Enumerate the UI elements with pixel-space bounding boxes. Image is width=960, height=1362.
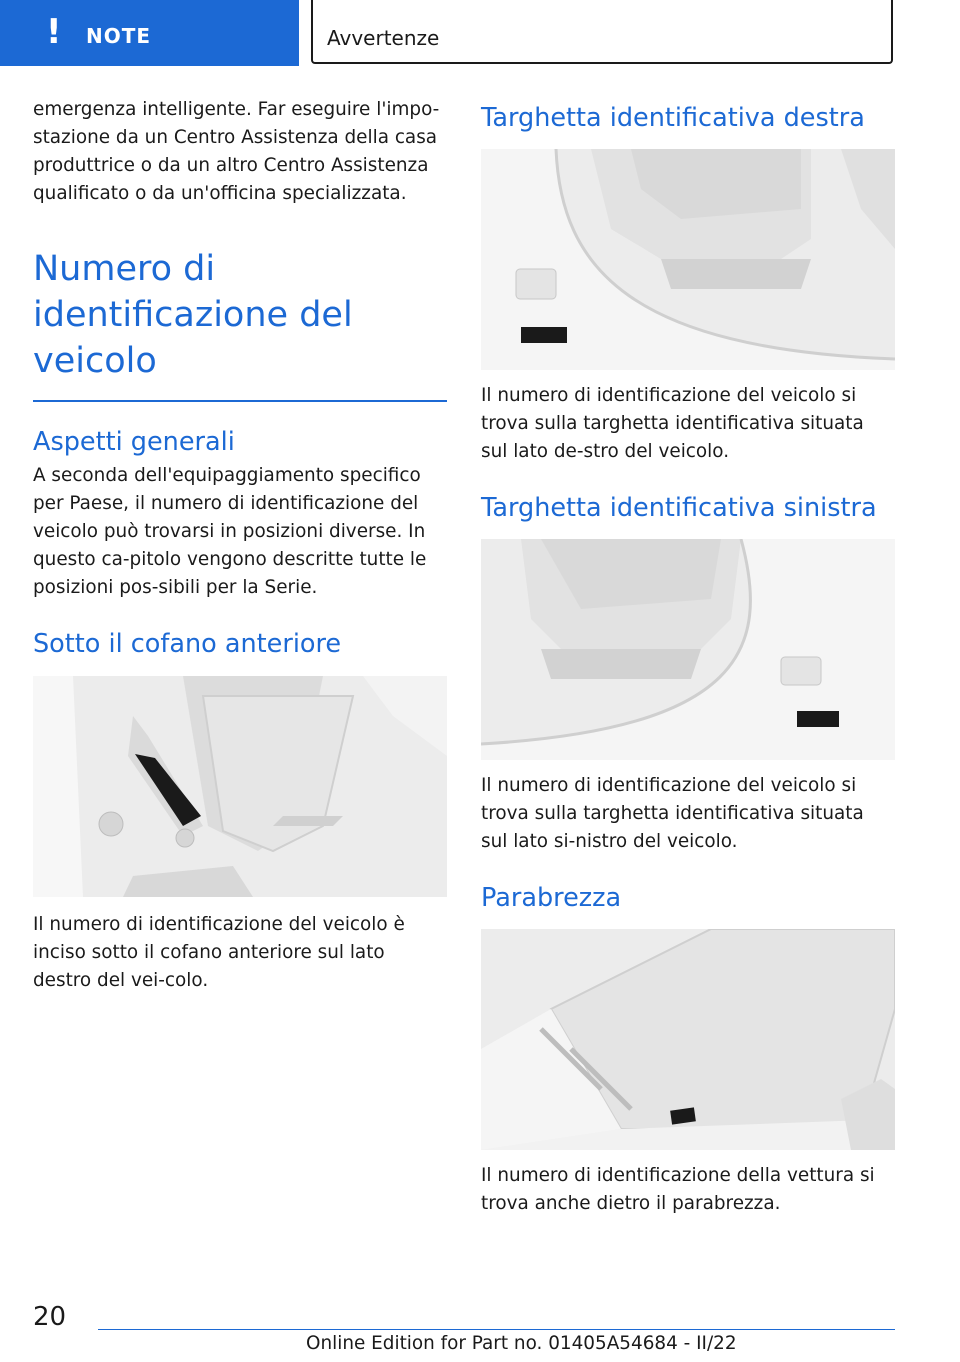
note-tab-label: NOTE (86, 24, 152, 48)
hood-paragraph: Il numero di identificazione del veicolo è inciso sotto il cofano anteriore sul lato destro del vei-colo. (33, 914, 405, 991)
heading-plate-right: Targhetta identificativa destra (481, 103, 865, 133)
windshield-figure (481, 929, 895, 1150)
warning-icon: ! (46, 12, 62, 52)
heading-hood: Sotto il cofano anteriore (33, 629, 342, 659)
heading-general: Aspetti generali (33, 427, 235, 457)
general-paragraph: A seconda dell'equipaggiamento specifico per Paese, il numero di identificazione del veicolo può trovarsi in posizioni diverse. In questo ca-pitolo vengono descritte tutte le posizioni pos-sibili per la Serie. (33, 465, 427, 598)
section-tab-label: Avvertenze (327, 26, 440, 50)
plate-left-figure (481, 539, 895, 760)
plate-right-paragraph: Il numero di identificazione del veicolo si trova sulla targhetta identificativa situata sul lato de-stro del veicolo. (481, 385, 864, 462)
left-column (33, 96, 447, 995)
right-column (481, 96, 895, 1218)
page-number: 20 (33, 1302, 67, 1332)
intro-paragraph: emergenza intelligente. Far eseguire l'impo-stazione da un Centro Assistenza della casa produttrice o da un altro Centro Assistenza qualificato o da un'officina specializzata. (33, 99, 440, 204)
page-title: Numero di identificazione del veicolo (33, 249, 353, 381)
plate-left-paragraph: Il numero di identificazione del veicolo si trova sulla targhetta identificativa situata sul lato si-nistro del veicolo. (481, 775, 864, 852)
footer-divider (98, 1329, 895, 1330)
heading-plate-left: Targhetta identificativa sinistra (481, 493, 877, 523)
note-tab (0, 0, 299, 66)
section-tab (311, 0, 893, 64)
hood-figure (33, 676, 447, 897)
heading-windshield: Parabrezza (481, 883, 622, 913)
title-divider (33, 400, 447, 402)
windshield-paragraph: Il numero di identificazione della vettura si trova anche dietro il parabrezza. (481, 1165, 875, 1214)
footer-edition: Online Edition for Part no. 01405A54684 - II/22 (306, 1333, 737, 1354)
plate-right-figure (481, 149, 895, 370)
